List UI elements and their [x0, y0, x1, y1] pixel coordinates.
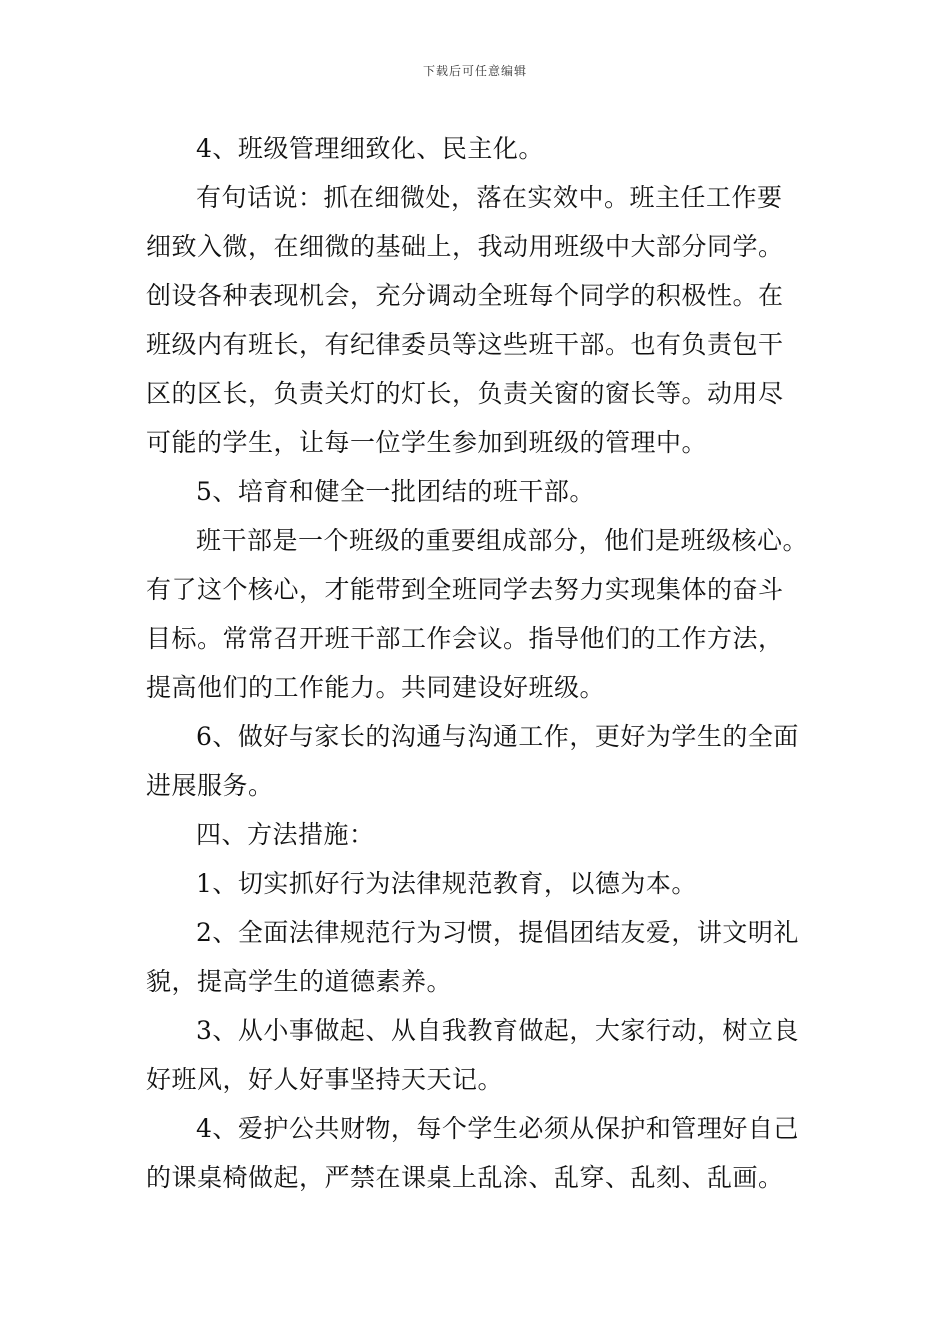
paragraph-line: 细致入微，在细微的基础上，我动用班级中大部分同学。	[146, 232, 784, 261]
paragraph-line: 的课桌椅做起，严禁在课桌上乱涂、乱穿、乱刻、乱画。	[146, 1163, 784, 1192]
paragraph-line: 班级内有班长，有纪律委员等这些班干部。也有负责包干	[146, 330, 784, 359]
list-item-1: 1、切实抓好行为法律规范教育，以德为本。	[196, 869, 697, 898]
list-item-4: 4、爱护公共财物，每个学生必须从保护和管理好自己	[196, 1114, 799, 1143]
paragraph-line: 区的区长，负责关灯的灯长，负责关窗的窗长等。动用尽	[146, 379, 784, 408]
page-header: 下载后可任意编辑	[422, 64, 527, 78]
document-body	[146, 124, 816, 1202]
paragraph-line: 进展服务。	[146, 771, 274, 800]
section-heading-6: 6、做好与家长的沟通与沟通工作，更好为学生的全面	[196, 722, 799, 751]
paragraph-line: 有句话说：抓在细微处，落在实效中。班主任工作要	[196, 183, 783, 212]
paragraph-line: 目标。常常召开班干部工作会议。指导他们的工作方法，	[146, 624, 784, 653]
paragraph-line: 貌，提高学生的道德素养。	[146, 967, 453, 996]
paragraph-line: 提高他们的工作能力。共同建设好班级。	[146, 673, 606, 702]
section-heading-5: 5、培育和健全一批团结的班干部。	[196, 477, 595, 506]
list-item-3: 3、从小事做起、从自我教育做起，大家行动，树立良	[196, 1016, 799, 1045]
paragraph-line: 好班风，好人好事坚持天天记。	[146, 1065, 504, 1094]
paragraph-line: 可能的学生，让每一位学生参加到班级的管理中。	[146, 428, 708, 457]
list-item-2: 2、全面法律规范行为习惯，提倡团结友爱，讲文明礼	[196, 918, 799, 947]
paragraph-line: 班干部是一个班级的重要组成部分，他们是班级核心。	[196, 526, 809, 555]
paragraph-line: 创设各种表现机会，充分调动全班每个同学的积极性。在	[146, 281, 784, 310]
paragraph-line: 有了这个核心，才能带到全班同学去努力实现集体的奋斗	[146, 575, 784, 604]
section-heading-methods: 四、方法措施：	[196, 820, 375, 849]
section-heading-4: 4、班级管理细致化、民主化。	[196, 134, 544, 163]
